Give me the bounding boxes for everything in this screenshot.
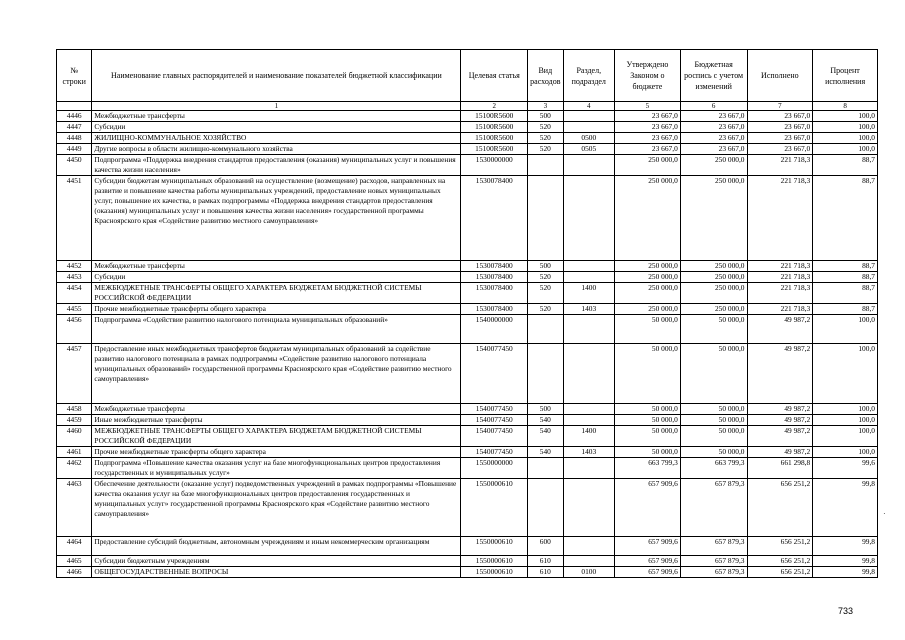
- row-approved-cell: 50 000,0: [615, 415, 681, 426]
- row-target-cell: 1530078400: [461, 176, 528, 261]
- row-percent-cell: 100,0: [813, 122, 878, 133]
- table-row: [57, 315, 878, 344]
- row-executed-cell: 49 987,2: [747, 315, 813, 344]
- row-section-cell: [563, 458, 615, 479]
- row-name-cell: Межбюджетные трансферты: [92, 111, 461, 122]
- row-approved-cell: 23 667,0: [615, 133, 681, 144]
- row-type-cell: 600: [528, 537, 563, 556]
- row-target-cell: 1530000000: [461, 155, 528, 176]
- row-section-cell: [563, 415, 615, 426]
- row-section-cell: 0505: [563, 144, 615, 155]
- row-number-cell: 4457: [57, 344, 92, 404]
- row-approved-cell: 250 000,0: [615, 261, 681, 272]
- column-number: 1: [92, 102, 461, 111]
- row-percent-cell: 100,0: [813, 315, 878, 344]
- row-name-cell: Межбюджетные трансферты: [92, 261, 461, 272]
- row-target-cell: 1540077450: [461, 404, 528, 415]
- row-schedule-cell: 50 000,0: [680, 344, 747, 404]
- row-target-cell: 1530078400: [461, 272, 528, 283]
- row-section-cell: [563, 122, 615, 133]
- row-schedule-cell: 657 879,3: [680, 479, 747, 537]
- row-schedule-cell: 50 000,0: [680, 315, 747, 344]
- table-row: [57, 122, 878, 133]
- row-number-cell: 4454: [57, 283, 92, 304]
- row-type-cell: [528, 458, 563, 479]
- row-number-cell: 4455: [57, 304, 92, 315]
- row-schedule-cell: 657 879,3: [680, 567, 747, 578]
- row-type-cell: [528, 155, 563, 176]
- table-row: [57, 144, 878, 155]
- row-name-cell: Прочие межбюджетные трансферты общего характера: [92, 304, 461, 315]
- row-percent-cell: 100,0: [813, 344, 878, 404]
- row-number-cell: 4450: [57, 155, 92, 176]
- header-target: Целевая статья: [461, 50, 528, 102]
- row-executed-cell: 23 667,0: [747, 122, 813, 133]
- row-approved-cell: 657 909,6: [615, 479, 681, 537]
- row-approved-cell: 657 909,6: [615, 556, 681, 567]
- row-name-cell: Субсидии: [92, 272, 461, 283]
- row-number-cell: 4451: [57, 176, 92, 261]
- row-approved-cell: 50 000,0: [615, 426, 681, 447]
- header-row: [57, 50, 878, 102]
- table-row: [57, 176, 878, 261]
- row-schedule-cell: 250 000,0: [680, 155, 747, 176]
- row-executed-cell: 23 667,0: [747, 133, 813, 144]
- row-type-cell: 520: [528, 304, 563, 315]
- row-executed-cell: 49 987,2: [747, 415, 813, 426]
- row-schedule-cell: 657 879,3: [680, 556, 747, 567]
- row-percent-cell: 100,0: [813, 144, 878, 155]
- row-target-cell: 1550000610: [461, 556, 528, 567]
- row-type-cell: 610: [528, 567, 563, 578]
- row-executed-cell: 49 987,2: [747, 426, 813, 447]
- row-executed-cell: 23 667,0: [747, 111, 813, 122]
- column-number: 7: [747, 102, 813, 111]
- row-type-cell: [528, 176, 563, 261]
- row-section-cell: 0500: [563, 133, 615, 144]
- row-section-cell: [563, 344, 615, 404]
- table-row: [57, 133, 878, 144]
- row-name-cell: ОБЩЕГОСУДАРСТВЕННЫЕ ВОПРОСЫ: [92, 567, 461, 578]
- row-section-cell: [563, 315, 615, 344]
- column-number: 2: [461, 102, 528, 111]
- row-target-cell: 1540077450: [461, 426, 528, 447]
- row-type-cell: 540: [528, 447, 563, 458]
- row-schedule-cell: 250 000,0: [680, 261, 747, 272]
- header-expense-type: Вид расходов: [528, 50, 563, 102]
- row-name-cell: Субсидии: [92, 122, 461, 133]
- row-target-cell: 1530078400: [461, 261, 528, 272]
- row-schedule-cell: 23 667,0: [680, 111, 747, 122]
- header-executed: Исполнено: [747, 50, 813, 102]
- row-percent-cell: 88,7: [813, 155, 878, 176]
- row-section-cell: 1403: [563, 447, 615, 458]
- row-section-cell: [563, 556, 615, 567]
- row-name-cell: Прочие межбюджетные трансферты общего характера: [92, 447, 461, 458]
- row-percent-cell: 88,7: [813, 261, 878, 272]
- header-approved: Утверждено Законом о бюджете: [615, 50, 681, 102]
- row-approved-cell: 250 000,0: [615, 272, 681, 283]
- row-executed-cell: 656 251,2: [747, 479, 813, 537]
- row-approved-cell: 663 799,3: [615, 458, 681, 479]
- row-approved-cell: 657 909,6: [615, 537, 681, 556]
- row-type-cell: 520: [528, 272, 563, 283]
- row-target-cell: 1540077450: [461, 447, 528, 458]
- row-percent-cell: 100,0: [813, 111, 878, 122]
- column-number: 6: [680, 102, 747, 111]
- row-percent-cell: 99,8: [813, 479, 878, 537]
- row-target-cell: 1550000610: [461, 537, 528, 556]
- row-target-cell: 1540000000: [461, 315, 528, 344]
- table-row: [57, 272, 878, 283]
- table-row: [57, 537, 878, 556]
- row-percent-cell: 100,0: [813, 415, 878, 426]
- row-name-cell: Подпрограмма «Поддержка внедрения стандартов предоставления (оказания) муниципальных услуг и повышения качества жизни населения»: [92, 155, 461, 176]
- row-schedule-cell: 50 000,0: [680, 404, 747, 415]
- row-approved-cell: 50 000,0: [615, 315, 681, 344]
- table-row: [57, 404, 878, 415]
- row-section-cell: [563, 111, 615, 122]
- row-section-cell: 1400: [563, 426, 615, 447]
- table-row: [57, 304, 878, 315]
- table-row: [57, 447, 878, 458]
- row-schedule-cell: 23 667,0: [680, 133, 747, 144]
- row-name-cell: Обеспечение деятельности (оказание услуг) подведомственных учреждений в рамках подпрограммы «Повышение качества оказания услуг на базе многофункциональных центров предоставления государственных и муниципальных услуг» государственной программы Красноярского края «Содействие развитию местного самоуправления»: [92, 479, 461, 537]
- row-number-cell: 4447: [57, 122, 92, 133]
- row-section-cell: [563, 404, 615, 415]
- row-target-cell: 15100R5600: [461, 122, 528, 133]
- row-schedule-cell: 250 000,0: [680, 304, 747, 315]
- row-type-cell: [528, 344, 563, 404]
- row-number-cell: 4462: [57, 458, 92, 479]
- row-executed-cell: 49 987,2: [747, 447, 813, 458]
- row-schedule-cell: 23 667,0: [680, 144, 747, 155]
- column-number: [57, 102, 92, 111]
- row-number-cell: 4453: [57, 272, 92, 283]
- row-percent-cell: 99,8: [813, 537, 878, 556]
- table-row: [57, 155, 878, 176]
- row-target-cell: 1550000610: [461, 479, 528, 537]
- row-name-cell: Предоставление иных межбюджетных трансфертов бюджетам муниципальных образований за содействие развитию налогового потенциала в рамках подпрограммы «Содействие развитию налогового потенциала муниципальных образований» государственной программы Красноярского края «Содействие развитию местного самоуправления»: [92, 344, 461, 404]
- row-name-cell: Субсидии бюджетным учреждениям: [92, 556, 461, 567]
- row-percent-cell: 99,8: [813, 567, 878, 578]
- row-name-cell: Подпрограмма «Содействие развитию налогового потенциала муниципальных образований»: [92, 315, 461, 344]
- column-number-row: [57, 102, 878, 111]
- row-target-cell: 1540077450: [461, 344, 528, 404]
- row-number-cell: 4452: [57, 261, 92, 272]
- column-number: 8: [813, 102, 878, 111]
- row-number-cell: 4461: [57, 447, 92, 458]
- row-target-cell: 15100R5600: [461, 111, 528, 122]
- table-row: [57, 426, 878, 447]
- table-row: [57, 111, 878, 122]
- row-name-cell: Межбюджетные трансферты: [92, 404, 461, 415]
- margin-mark: ·: [883, 509, 886, 518]
- row-percent-cell: 100,0: [813, 133, 878, 144]
- row-type-cell: 520: [528, 283, 563, 304]
- row-name-cell: Предоставление субсидий бюджетным, автономным учреждениям и иным некоммерческим организациям: [92, 537, 461, 556]
- row-executed-cell: 221 718,3: [747, 155, 813, 176]
- row-target-cell: 15100R5600: [461, 133, 528, 144]
- row-target-cell: 1530078400: [461, 283, 528, 304]
- row-type-cell: 520: [528, 133, 563, 144]
- row-approved-cell: 657 909,6: [615, 567, 681, 578]
- page-number: 733: [838, 606, 854, 616]
- row-schedule-cell: 657 879,3: [680, 537, 747, 556]
- row-name-cell: Иные межбюджетные трансферты: [92, 415, 461, 426]
- row-approved-cell: 250 000,0: [615, 283, 681, 304]
- table-row: [57, 556, 878, 567]
- row-approved-cell: 23 667,0: [615, 144, 681, 155]
- row-number-cell: 4449: [57, 144, 92, 155]
- row-type-cell: 500: [528, 404, 563, 415]
- row-percent-cell: 99,8: [813, 556, 878, 567]
- row-section-cell: [563, 155, 615, 176]
- row-section-cell: [563, 479, 615, 537]
- row-approved-cell: 50 000,0: [615, 344, 681, 404]
- row-name-cell: МЕЖБЮДЖЕТНЫЕ ТРАНСФЕРТЫ ОБЩЕГО ХАРАКТЕРА БЮДЖЕТАМ БЮДЖЕТНОЙ СИСТЕМЫ РОССИЙСКОЙ ФЕДЕРАЦИИ: [92, 283, 461, 304]
- row-target-cell: 1540077450: [461, 415, 528, 426]
- header-percent: Процент исполнения: [813, 50, 878, 102]
- row-target-cell: 1550000610: [461, 567, 528, 578]
- row-executed-cell: 221 718,3: [747, 283, 813, 304]
- table-row: [57, 479, 878, 537]
- column-number: 5: [615, 102, 681, 111]
- row-type-cell: 500: [528, 111, 563, 122]
- row-name-cell: МЕЖБЮДЖЕТНЫЕ ТРАНСФЕРТЫ ОБЩЕГО ХАРАКТЕРА БЮДЖЕТАМ БЮДЖЕТНОЙ СИСТЕМЫ РОССИЙСКОЙ ФЕДЕРАЦИИ: [92, 426, 461, 447]
- row-target-cell: 1550000000: [461, 458, 528, 479]
- row-target-cell: 15100R5600: [461, 144, 528, 155]
- row-executed-cell: 221 718,3: [747, 176, 813, 261]
- row-approved-cell: 50 000,0: [615, 447, 681, 458]
- row-executed-cell: 656 251,2: [747, 556, 813, 567]
- row-type-cell: 500: [528, 261, 563, 272]
- row-executed-cell: 656 251,2: [747, 537, 813, 556]
- row-percent-cell: 88,7: [813, 176, 878, 261]
- row-section-cell: [563, 537, 615, 556]
- row-percent-cell: 100,0: [813, 426, 878, 447]
- row-type-cell: 540: [528, 426, 563, 447]
- row-number-cell: 4463: [57, 479, 92, 537]
- row-executed-cell: 661 298,8: [747, 458, 813, 479]
- row-number-cell: 4459: [57, 415, 92, 426]
- column-number: 3: [528, 102, 563, 111]
- row-approved-cell: 23 667,0: [615, 111, 681, 122]
- row-schedule-cell: 250 000,0: [680, 176, 747, 261]
- row-percent-cell: 99,6: [813, 458, 878, 479]
- row-executed-cell: 221 718,3: [747, 261, 813, 272]
- row-schedule-cell: 23 667,0: [680, 122, 747, 133]
- row-schedule-cell: 250 000,0: [680, 283, 747, 304]
- row-section-cell: 1403: [563, 304, 615, 315]
- row-approved-cell: 250 000,0: [615, 155, 681, 176]
- budget-execution-table: [56, 49, 878, 578]
- row-number-cell: 4458: [57, 404, 92, 415]
- row-percent-cell: 100,0: [813, 447, 878, 458]
- row-name-cell: Подпрограмма «Повышение качества оказания услуг на базе многофункциональных центров предоставления государственных и муниципальных услуг»: [92, 458, 461, 479]
- table-row: [57, 261, 878, 272]
- row-percent-cell: 100,0: [813, 404, 878, 415]
- row-section-cell: 0100: [563, 567, 615, 578]
- row-name-cell: Другие вопросы в области жилищно-коммунального хозяйства: [92, 144, 461, 155]
- row-type-cell: [528, 315, 563, 344]
- row-approved-cell: 23 667,0: [615, 122, 681, 133]
- table-row: [57, 415, 878, 426]
- row-percent-cell: 88,7: [813, 272, 878, 283]
- row-type-cell: 520: [528, 144, 563, 155]
- row-type-cell: 540: [528, 415, 563, 426]
- row-executed-cell: 49 987,2: [747, 344, 813, 404]
- row-number-cell: 4465: [57, 556, 92, 567]
- row-name-cell: Субсидии бюджетам муниципальных образований на осуществление (возмещение) расходов, направленных на развитие и повышение качества работы муниципальных учреждений, предоставление новых муниципальных услуг, повышение их качества, в рамках подпрограммы «Поддержка внедрения стандартов предоставления (оказания) муниципальных услуг и повышения качества жизни населения» государственной программы Красноярского края «Содействие развитию местного самоуправления»: [92, 176, 461, 261]
- row-name-cell: ЖИЛИЩНО-КОММУНАЛЬНОЕ ХОЗЯЙСТВО: [92, 133, 461, 144]
- row-number-cell: 4460: [57, 426, 92, 447]
- header-name: Наименование главных распорядителей и наименование показателей бюджетной классификации: [92, 50, 461, 102]
- row-approved-cell: 50 000,0: [615, 404, 681, 415]
- row-type-cell: 610: [528, 556, 563, 567]
- row-number-cell: 4456: [57, 315, 92, 344]
- header-section: Раздел, подраздел: [563, 50, 615, 102]
- row-type-cell: [528, 479, 563, 537]
- row-section-cell: [563, 261, 615, 272]
- table-body: [57, 111, 878, 578]
- row-schedule-cell: 50 000,0: [680, 447, 747, 458]
- table-row: [57, 344, 878, 404]
- row-schedule-cell: 663 799,3: [680, 458, 747, 479]
- table-row: [57, 567, 878, 578]
- table-row: [57, 458, 878, 479]
- header-schedule: Бюджетная роспись с учетом изменений: [680, 50, 747, 102]
- row-number-cell: 4446: [57, 111, 92, 122]
- row-executed-cell: 221 718,3: [747, 272, 813, 283]
- row-schedule-cell: 50 000,0: [680, 426, 747, 447]
- row-executed-cell: 221 718,3: [747, 304, 813, 315]
- row-executed-cell: 49 987,2: [747, 404, 813, 415]
- row-schedule-cell: 250 000,0: [680, 272, 747, 283]
- row-executed-cell: 23 667,0: [747, 144, 813, 155]
- row-section-cell: [563, 272, 615, 283]
- row-number-cell: 4448: [57, 133, 92, 144]
- row-section-cell: 1400: [563, 283, 615, 304]
- row-target-cell: 1530078400: [461, 304, 528, 315]
- row-executed-cell: 656 251,2: [747, 567, 813, 578]
- row-percent-cell: 88,7: [813, 283, 878, 304]
- row-number-cell: 4464: [57, 537, 92, 556]
- row-schedule-cell: 50 000,0: [680, 415, 747, 426]
- table-row: [57, 283, 878, 304]
- header-row-no: № строки: [57, 50, 92, 102]
- row-percent-cell: 88,7: [813, 304, 878, 315]
- row-approved-cell: 250 000,0: [615, 304, 681, 315]
- row-type-cell: 520: [528, 122, 563, 133]
- row-number-cell: 4466: [57, 567, 92, 578]
- column-number: 4: [563, 102, 615, 111]
- row-section-cell: [563, 176, 615, 261]
- row-approved-cell: 250 000,0: [615, 176, 681, 261]
